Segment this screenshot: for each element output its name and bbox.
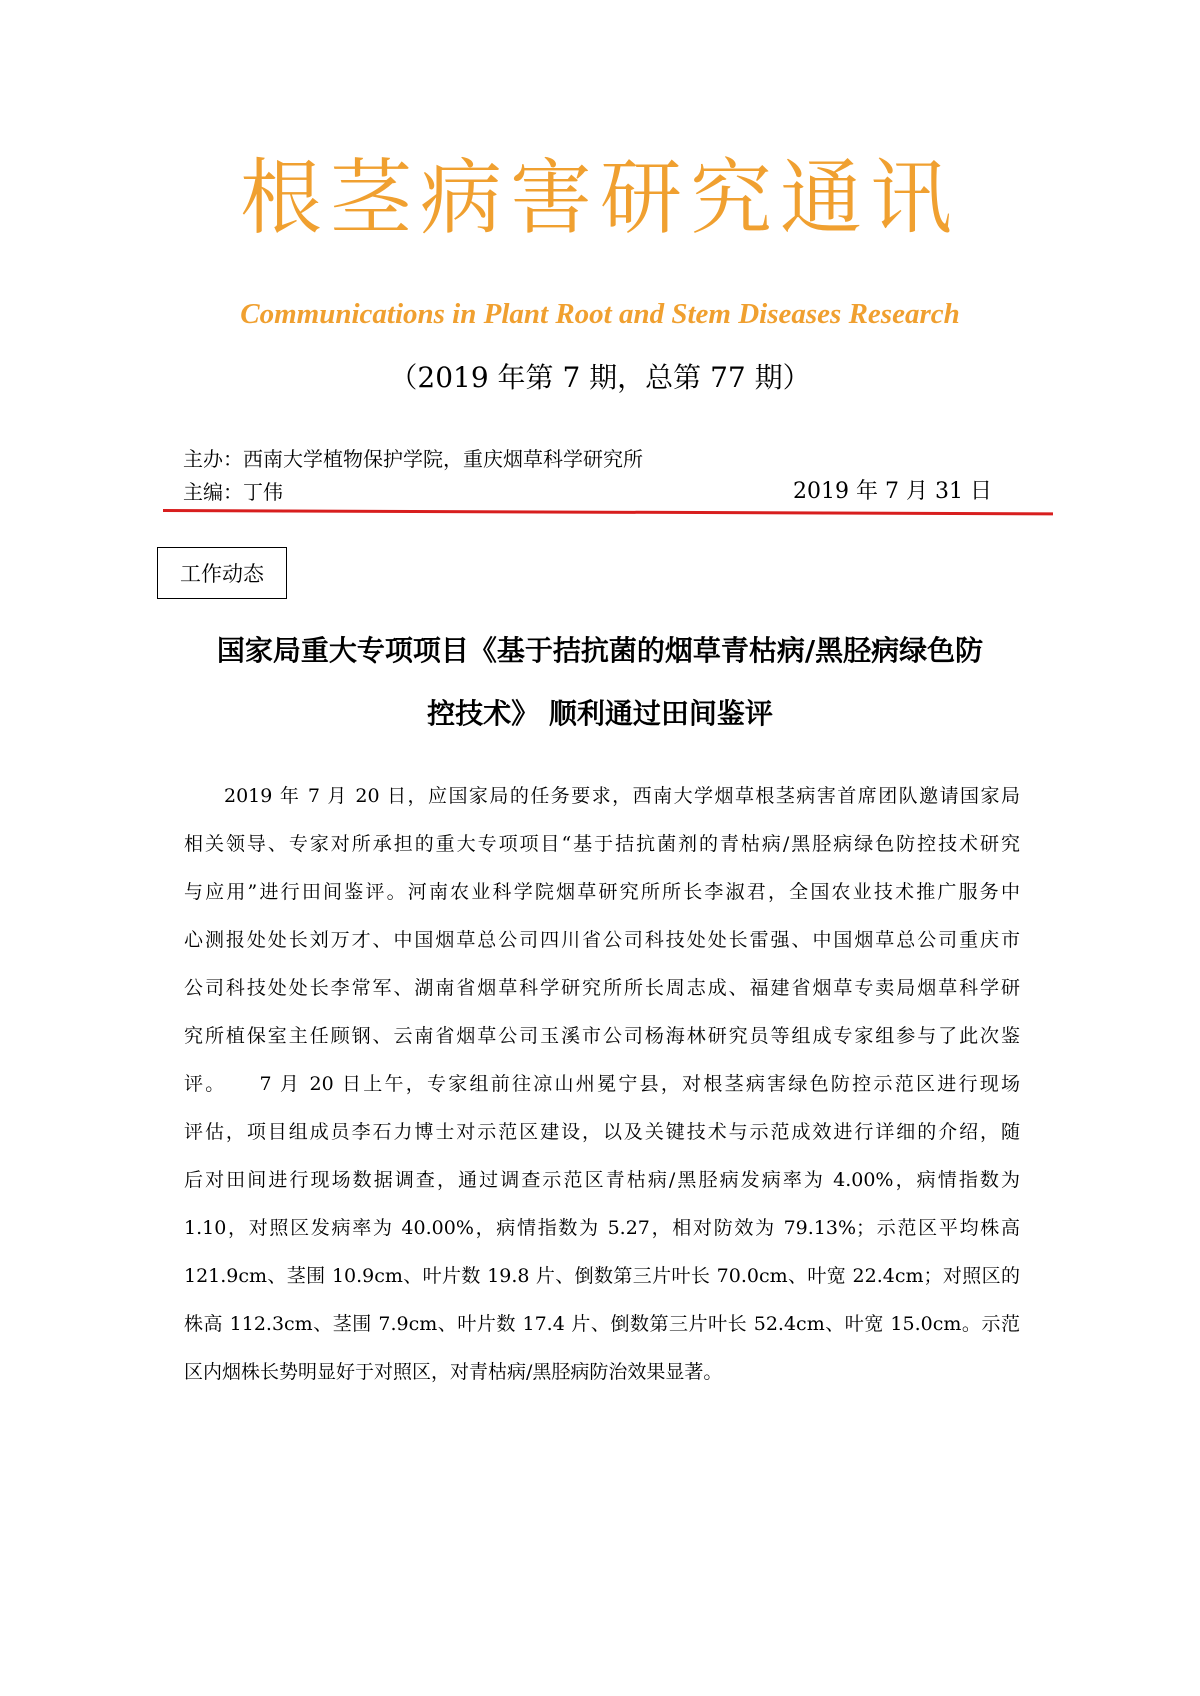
publish-date: 2019 年 7 月 31 日	[793, 479, 992, 504]
article-body-line: 心测报处处长刘万才、中国烟草总公司四川省公司科技处处长雷强、中国烟草总公司重庆市	[184, 929, 1020, 951]
article-body-line: 评。 7 月 20 日上午，专家组前往凉山州冕宁县，对根茎病害绿色防控示范区进行现场	[184, 1073, 1020, 1095]
masthead-english-title: Communications in Plant Root and Stem Diseases Research	[240, 298, 960, 330]
article-body-line: 2019 年 7 月 20 日，应国家局的任务要求，西南大学烟草根茎病害首席团队邀请国家局	[224, 785, 1020, 807]
article-body-line: 与应用”进行田间鉴评。河南农业科学院烟草研究所所长李淑君，全国农业技术推广服务中	[184, 881, 1020, 903]
article-body-line: 相关领导、专家对所承担的重大专项项目“基于拮抗菌剂的青枯病/黑胫病绿色防控技术研究	[184, 833, 1020, 855]
article-body-line: 1.10，对照区发病率为 40.00%，病情指数为 5.27，相对防效为 79.13%；示范区平均株高	[184, 1217, 1020, 1239]
sponsor-line: 主办：西南大学植物保护学院，重庆烟草科学研究所	[183, 447, 643, 471]
article-body-line: 121.9cm、茎围 10.9cm、叶片数 19.8 片、倒数第三片叶长 70.0cm、叶宽 22.4cm；对照区的	[184, 1265, 1020, 1287]
article-body-line: 后对田间进行现场数据调查，通过调查示范区青枯病/黑胫病发病率为 4.00%，病情指数为	[184, 1169, 1020, 1191]
header-divider	[163, 509, 1053, 515]
article-body-line: 区内烟株长势明显好于对照区，对青枯病/黑胫病防治效果显著。	[184, 1361, 723, 1383]
article-headline-line: 控技术》 顺利通过田间鉴评	[427, 697, 773, 730]
section-label-box: 工作动态	[157, 547, 287, 599]
article-body-line: 究所植保室主任顾钢、云南省烟草公司玉溪市公司杨海林研究员等组成专家组参与了此次鉴	[184, 1025, 1020, 1047]
masthead-title: 根茎病害研究通讯	[239, 151, 960, 246]
issue-number: （2019 年第 7 期，总第 77 期）	[389, 361, 811, 394]
editor-line: 主编：丁伟	[183, 480, 283, 504]
article-body-line: 公司科技处处长李常军、湖南省烟草科学研究所所长周志成、福建省烟草专卖局烟草科学研	[184, 977, 1020, 999]
article-body-line: 株高 112.3cm、茎围 7.9cm、叶片数 17.4 片、倒数第三片叶长 52.4cm、叶宽 15.0cm。示范	[184, 1313, 1020, 1335]
article-headline-line: 国家局重大专项项目《基于拮抗菌的烟草青枯病/黑胫病绿色防	[216, 634, 984, 667]
article-body-line: 评估，项目组成员李石力博士对示范区建设，以及关键技术与示范成效进行详细的介绍，随	[184, 1121, 1020, 1143]
